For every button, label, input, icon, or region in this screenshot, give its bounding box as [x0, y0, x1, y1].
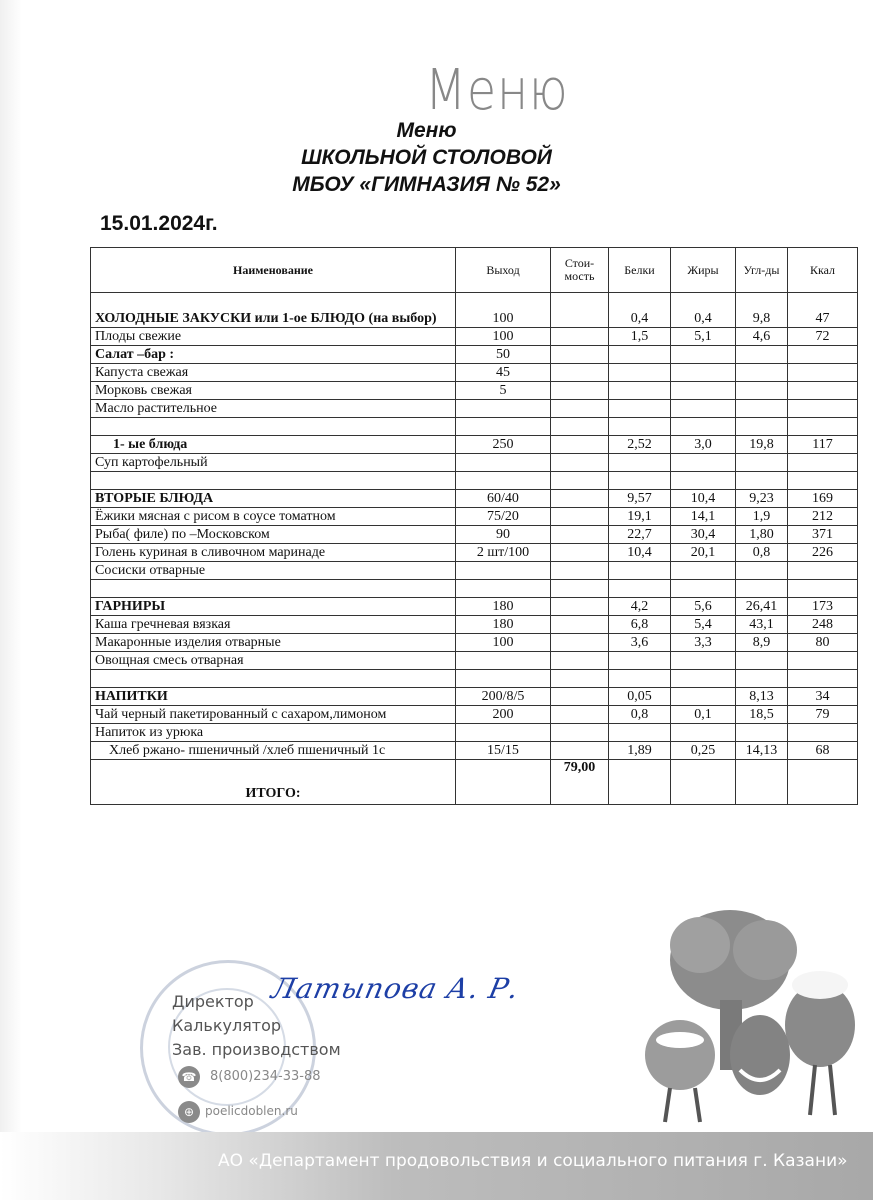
- cell-carbs: [736, 346, 788, 364]
- header-output: Выход: [456, 248, 551, 293]
- cell-kcal: [788, 580, 858, 598]
- header-cost: Стои-мость: [551, 248, 609, 293]
- menu-table: [90, 247, 858, 805]
- cell-kcal: [788, 670, 858, 688]
- cell-name: Каша гречневая вязкая: [91, 616, 456, 634]
- cell-output: 100: [456, 634, 551, 652]
- cell-output: [456, 400, 551, 418]
- cell-protein: 9,57: [609, 490, 671, 508]
- table-row: [91, 490, 858, 508]
- cell-cost: [551, 562, 609, 580]
- cell-fat: 30,4: [671, 526, 736, 544]
- cell-cost: [551, 670, 609, 688]
- cell-cost: [551, 364, 609, 382]
- signature: Латыпова А. Р.: [268, 972, 523, 1005]
- cell-protein: 0,4: [609, 293, 671, 328]
- cell-name: Ёжики мясная с рисом в соусе томатном: [91, 508, 456, 526]
- cell-protein: 1,89: [609, 742, 671, 760]
- total-label: ИТОГО:: [91, 760, 456, 805]
- cell-fat: 0,4: [671, 293, 736, 328]
- cell-fat: [671, 724, 736, 742]
- cell-cost: [551, 724, 609, 742]
- cell-protein: 22,7: [609, 526, 671, 544]
- cell-cost: [551, 418, 609, 436]
- cell-cost: [551, 526, 609, 544]
- cell-fat: [671, 418, 736, 436]
- cell-kcal: 117: [788, 436, 858, 454]
- cell-name: Напиток из урюка: [91, 724, 456, 742]
- cell-cost: [551, 688, 609, 706]
- cell-output: 90: [456, 526, 551, 544]
- table-row: [91, 293, 858, 328]
- cell-name: Морковь свежая: [91, 382, 456, 400]
- cell-carbs: [736, 400, 788, 418]
- total-kcal-cell: [788, 760, 858, 805]
- cell-output: 15/15: [456, 742, 551, 760]
- cell-fat: [671, 382, 736, 400]
- cell-name: Сосиски отварные: [91, 562, 456, 580]
- cell-protein: [609, 400, 671, 418]
- cell-cost: [551, 634, 609, 652]
- cell-carbs: 14,13: [736, 742, 788, 760]
- cell-name: [91, 580, 456, 598]
- footer-text: АО «Департамент продовольствия и социального питания г. Казани»: [218, 1151, 848, 1171]
- table-row: [91, 472, 858, 490]
- cell-protein: [609, 724, 671, 742]
- cell-kcal: 72: [788, 328, 858, 346]
- website: poelicdoblen.ru: [205, 1104, 298, 1118]
- cell-output: 45: [456, 364, 551, 382]
- cell-carbs: [736, 724, 788, 742]
- cell-protein: 3,6: [609, 634, 671, 652]
- cell-cost: [551, 652, 609, 670]
- cell-output: 100: [456, 328, 551, 346]
- menu-date: 15.01.2024г.: [100, 212, 218, 235]
- cell-carbs: 9,23: [736, 490, 788, 508]
- table-row: [91, 382, 858, 400]
- cell-fat: [671, 364, 736, 382]
- cell-kcal: [788, 454, 858, 472]
- cell-name: Рыба( филе) по –Московском: [91, 526, 456, 544]
- cell-protein: 1,5: [609, 328, 671, 346]
- phone-number: 8(800)234-33-88: [210, 1069, 321, 1084]
- cell-fat: 5,4: [671, 616, 736, 634]
- cell-protein: [609, 670, 671, 688]
- cell-cost: [551, 293, 609, 328]
- title-line-1: Меню: [396, 119, 457, 142]
- cell-carbs: [736, 670, 788, 688]
- cell-protein: 4,2: [609, 598, 671, 616]
- cell-name: [91, 472, 456, 490]
- cell-fat: 20,1: [671, 544, 736, 562]
- cell-protein: 10,4: [609, 544, 671, 562]
- cell-name: Чай черный пакетированный с сахаром,лимоном: [91, 706, 456, 724]
- cell-kcal: [788, 400, 858, 418]
- cell-cost: [551, 508, 609, 526]
- cell-fat: [671, 580, 736, 598]
- table-row: [91, 346, 858, 364]
- table-row: [91, 652, 858, 670]
- table-row: [91, 706, 858, 724]
- cell-cost: [551, 706, 609, 724]
- cell-output: 200: [456, 706, 551, 724]
- cell-name: Макаронные изделия отварные: [91, 634, 456, 652]
- production-label: Зав. производством: [172, 1040, 341, 1059]
- table-row: [91, 544, 858, 562]
- cell-protein: 0,8: [609, 706, 671, 724]
- table-row: [91, 400, 858, 418]
- total-protein-cell: [609, 760, 671, 805]
- cell-name: ХОЛОДНЫЕ ЗАКУСКИ или 1-ое БЛЮДО (на выбор): [91, 293, 456, 328]
- cell-kcal: [788, 472, 858, 490]
- table-row: [91, 724, 858, 742]
- cell-output: 100: [456, 293, 551, 328]
- food-mascots-illustration: [640, 890, 865, 1130]
- cell-carbs: 8,9: [736, 634, 788, 652]
- cell-output: 50: [456, 346, 551, 364]
- cell-kcal: 68: [788, 742, 858, 760]
- cell-kcal: 173: [788, 598, 858, 616]
- cell-protein: [609, 418, 671, 436]
- total-carbs-cell: [736, 760, 788, 805]
- cell-fat: [671, 400, 736, 418]
- cell-carbs: [736, 382, 788, 400]
- cell-name: Капуста свежая: [91, 364, 456, 382]
- cell-protein: 0,05: [609, 688, 671, 706]
- cell-fat: 5,1: [671, 328, 736, 346]
- cell-name: Хлеб ржано- пшеничный /хлеб пшеничный 1с: [91, 742, 456, 760]
- cell-fat: [671, 346, 736, 364]
- cell-output: 60/40: [456, 490, 551, 508]
- calculator-label: Калькулятор: [172, 1016, 282, 1035]
- cell-output: 5: [456, 382, 551, 400]
- cell-output: [456, 580, 551, 598]
- cell-name: Суп картофельный: [91, 454, 456, 472]
- cell-output: [456, 670, 551, 688]
- cell-protein: [609, 454, 671, 472]
- cell-kcal: 226: [788, 544, 858, 562]
- header-kcal: Ккал: [788, 248, 858, 293]
- cell-carbs: 0,8: [736, 544, 788, 562]
- cell-carbs: [736, 562, 788, 580]
- cell-cost: [551, 598, 609, 616]
- cell-output: 2 шт/100: [456, 544, 551, 562]
- cell-name: Салат –бар :: [91, 346, 456, 364]
- cell-output: [456, 472, 551, 490]
- cell-fat: 10,4: [671, 490, 736, 508]
- title-line-3: МБОУ «ГИМНАЗИЯ № 52»: [292, 173, 561, 196]
- cell-name: Масло растительное: [91, 400, 456, 418]
- cell-protein: [609, 580, 671, 598]
- cell-cost: [551, 400, 609, 418]
- header-carbs: Угл-ды: [736, 248, 788, 293]
- cell-output: [456, 724, 551, 742]
- cell-fat: 5,6: [671, 598, 736, 616]
- cell-carbs: [736, 418, 788, 436]
- cell-name: ГАРНИРЫ: [91, 598, 456, 616]
- cell-fat: [671, 472, 736, 490]
- cell-carbs: 1,9: [736, 508, 788, 526]
- cell-cost: [551, 616, 609, 634]
- cell-cost: [551, 544, 609, 562]
- cell-kcal: [788, 562, 858, 580]
- cell-carbs: [736, 454, 788, 472]
- cell-protein: 6,8: [609, 616, 671, 634]
- cell-name: [91, 418, 456, 436]
- header-fat: Жиры: [671, 248, 736, 293]
- table-row: [91, 364, 858, 382]
- cell-name: ВТОРЫЕ БЛЮДА: [91, 490, 456, 508]
- title-line-2: ШКОЛЬНОЙ СТОЛОВОЙ: [301, 146, 552, 169]
- cell-protein: [609, 364, 671, 382]
- total-value: 79,00: [551, 760, 609, 805]
- cell-cost: [551, 436, 609, 454]
- cell-output: [456, 562, 551, 580]
- cell-carbs: 4,6: [736, 328, 788, 346]
- cell-carbs: 43,1: [736, 616, 788, 634]
- table-row: [91, 436, 858, 454]
- table-row: [91, 742, 858, 760]
- cell-kcal: 212: [788, 508, 858, 526]
- cell-cost: [551, 580, 609, 598]
- cell-fat: 14,1: [671, 508, 736, 526]
- total-output-cell: [456, 760, 551, 805]
- cell-carbs: 26,41: [736, 598, 788, 616]
- cell-kcal: [788, 364, 858, 382]
- handwritten-title: Меню: [425, 58, 569, 123]
- cell-output: 180: [456, 616, 551, 634]
- total-fat-cell: [671, 760, 736, 805]
- cell-kcal: [788, 724, 858, 742]
- cell-output: 200/8/5: [456, 688, 551, 706]
- cell-kcal: [788, 652, 858, 670]
- cell-carbs: 8,13: [736, 688, 788, 706]
- total-row: [91, 760, 858, 805]
- cell-name: НАПИТКИ: [91, 688, 456, 706]
- table-row: [91, 562, 858, 580]
- table-row: [91, 580, 858, 598]
- cell-name: 1- ые блюда: [91, 436, 456, 454]
- cell-fat: 0,25: [671, 742, 736, 760]
- director-label: Директор: [172, 992, 254, 1011]
- cell-output: [456, 454, 551, 472]
- cell-fat: [671, 652, 736, 670]
- table-row: [91, 328, 858, 346]
- table-row: [91, 526, 858, 544]
- cell-output: [456, 652, 551, 670]
- cell-protein: [609, 562, 671, 580]
- table-row: [91, 598, 858, 616]
- cell-fat: [671, 562, 736, 580]
- cell-name: Голень куриная в сливочном маринаде: [91, 544, 456, 562]
- cell-fat: 3,0: [671, 436, 736, 454]
- phone-icon: ☎: [178, 1066, 200, 1088]
- header-name: Наименование: [91, 248, 456, 293]
- cell-output: 75/20: [456, 508, 551, 526]
- cell-carbs: [736, 472, 788, 490]
- header-protein: Белки: [609, 248, 671, 293]
- table-row: [91, 688, 858, 706]
- cell-carbs: [736, 580, 788, 598]
- cell-cost: [551, 346, 609, 364]
- cell-kcal: 79: [788, 706, 858, 724]
- cell-output: 180: [456, 598, 551, 616]
- table-row: [91, 508, 858, 526]
- cell-name: Овощная смесь отварная: [91, 652, 456, 670]
- cell-cost: [551, 472, 609, 490]
- cell-kcal: 80: [788, 634, 858, 652]
- cell-kcal: 371: [788, 526, 858, 544]
- cell-protein: 19,1: [609, 508, 671, 526]
- cell-carbs: 9,8: [736, 293, 788, 328]
- cell-protein: [609, 652, 671, 670]
- cell-kcal: [788, 418, 858, 436]
- cell-name: [91, 670, 456, 688]
- cell-output: [456, 418, 551, 436]
- cell-carbs: 18,5: [736, 706, 788, 724]
- cell-kcal: 47: [788, 293, 858, 328]
- cell-kcal: [788, 346, 858, 364]
- table-row: [91, 616, 858, 634]
- cell-cost: [551, 328, 609, 346]
- table-row: [91, 418, 858, 436]
- cell-protein: [609, 346, 671, 364]
- cell-protein: [609, 382, 671, 400]
- cell-protein: [609, 472, 671, 490]
- cell-protein: 2,52: [609, 436, 671, 454]
- cell-carbs: [736, 364, 788, 382]
- globe-icon: ⊕: [178, 1101, 200, 1123]
- table-header-row: [91, 248, 858, 293]
- cell-output: 250: [456, 436, 551, 454]
- cell-cost: [551, 490, 609, 508]
- cell-carbs: [736, 652, 788, 670]
- cell-fat: 3,3: [671, 634, 736, 652]
- cell-cost: [551, 382, 609, 400]
- cell-fat: 0,1: [671, 706, 736, 724]
- cell-carbs: 1,80: [736, 526, 788, 544]
- cell-carbs: 19,8: [736, 436, 788, 454]
- cell-kcal: [788, 382, 858, 400]
- cell-fat: [671, 454, 736, 472]
- cell-kcal: 248: [788, 616, 858, 634]
- cell-fat: [671, 688, 736, 706]
- table-row: [91, 454, 858, 472]
- cell-kcal: 169: [788, 490, 858, 508]
- cell-name: Плоды свежие: [91, 328, 456, 346]
- table-row: [91, 634, 858, 652]
- cell-cost: [551, 742, 609, 760]
- table-row: [91, 670, 858, 688]
- cell-fat: [671, 670, 736, 688]
- cell-cost: [551, 454, 609, 472]
- cell-kcal: 34: [788, 688, 858, 706]
